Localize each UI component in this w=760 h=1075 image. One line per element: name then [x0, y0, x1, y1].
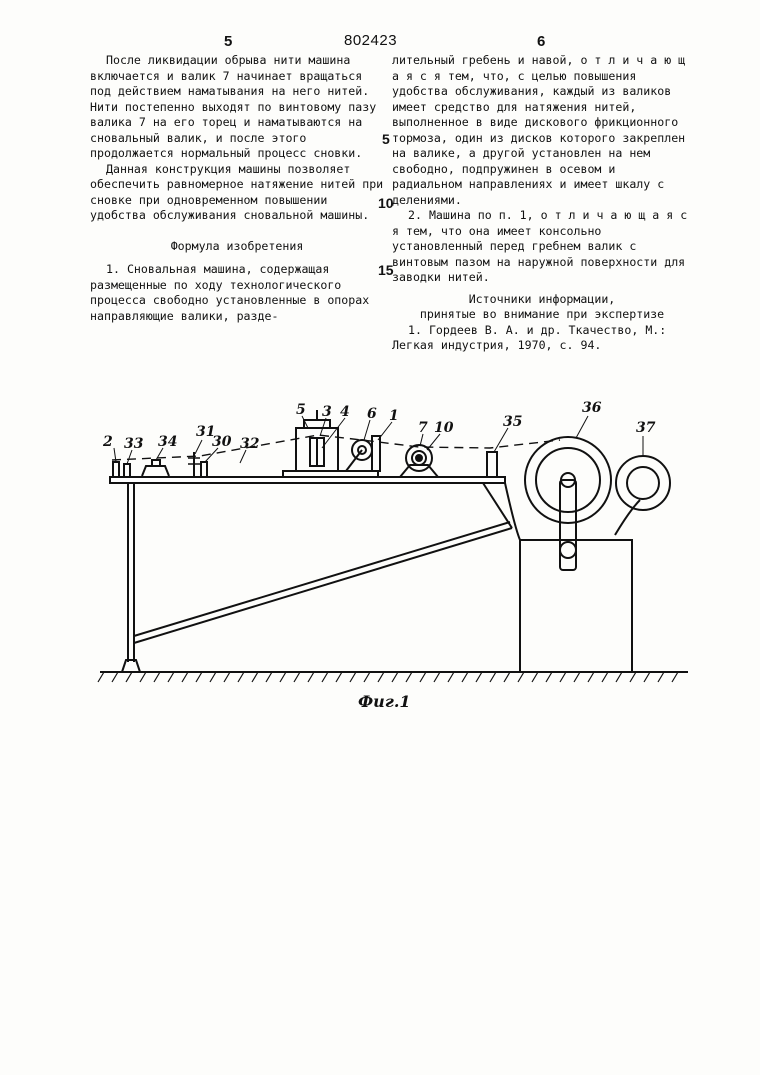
label-30: 30 [212, 434, 232, 450]
frame-left-side [505, 483, 520, 672]
comb-34 [142, 466, 169, 476]
roller-37 [616, 456, 670, 510]
machine-drawing [0, 360, 760, 720]
page-number-left: 5 [224, 33, 233, 50]
label-5: 5 [296, 402, 306, 418]
sources-title-1: Источники информации, [468, 291, 616, 306]
post-2 [113, 462, 119, 477]
source-1: 1. Гордеев В. А. и др. Ткачество, М.: Легкая индустрия, 1970, с. 94. [392, 322, 667, 352]
label-36: 36 [582, 400, 602, 416]
label-4: 4 [340, 404, 350, 420]
label-37: 37 [636, 420, 656, 436]
thread-path [112, 435, 560, 460]
label-6: 6 [367, 406, 377, 422]
diagonal-brace [134, 522, 510, 636]
figure-caption: Фиг.1 [358, 692, 411, 711]
label-3: 3 [322, 404, 332, 420]
line-number-15: 15 [378, 262, 394, 278]
claim-1-start: 1. Сновальная машина, содержащая размещенные по ходу технологического процесса свободно установленные в опорах направляющие валики, разде- [90, 262, 370, 323]
leg-foot [122, 660, 140, 672]
label-1: 1 [389, 408, 399, 424]
post-35 [487, 452, 497, 477]
line-number-10: 10 [378, 195, 394, 211]
patent-number: 802423 [344, 32, 398, 49]
label-31: 31 [196, 424, 216, 440]
ground-hatching [98, 672, 678, 682]
line-number-5: 5 [382, 131, 390, 147]
claim-2: 2. Машина по п. 1, о т л и ч а ю щ а я с я тем, что она имеет консольно установленный перед гребнем валик с винтовым пазом на наружной поверхности для заводки нитей. [392, 208, 688, 284]
label-35: 35 [503, 414, 523, 430]
label-10: 10 [434, 420, 454, 436]
label-32: 32 [240, 436, 260, 452]
label-33: 33 [124, 436, 144, 452]
paragraph-2: Данная конструкция машины позволяет обеспечить равномерное натяжение нитей при сновке при одновременном повышении удобства обслуживания сновальной машины. [90, 161, 384, 222]
claim-1-end: лительный гребень и навой, о т л и ч а ю щ а я с я тем, что, с целью повышения удобства обслуживания, каждый из валиков имеет средство для натяжения нитей, выполненное в виде дискового фрикционного тормоза, один из дисков которого закреплен на валике, а другой установлен на нем свободно, подпружинен в осевом и радиальном направлениях и имеет шкалу с делениями. [392, 53, 686, 207]
right-column [392, 53, 692, 354]
post-30 [201, 462, 207, 477]
paragraph-1: После ликвидации обрыва нити машина включается и валик 7 начинает вращаться под действием наматывания на него нитей. Нити постепенно выходят по винтовому пазу валика 7 на его торец и наматываются на сновальный валик, и после этого продолжается нормальный процесс сновки. [90, 53, 377, 160]
label-7: 7 [418, 420, 428, 436]
post-33 [124, 464, 130, 477]
label-2: 2 [103, 434, 113, 450]
sources-title-2: принятые во внимание при экспертизе [419, 307, 665, 321]
label-34: 34 [158, 434, 178, 450]
formula-title: Формула изобретения [170, 238, 304, 253]
page-number-right: 6 [537, 33, 546, 50]
left-column [90, 53, 384, 324]
